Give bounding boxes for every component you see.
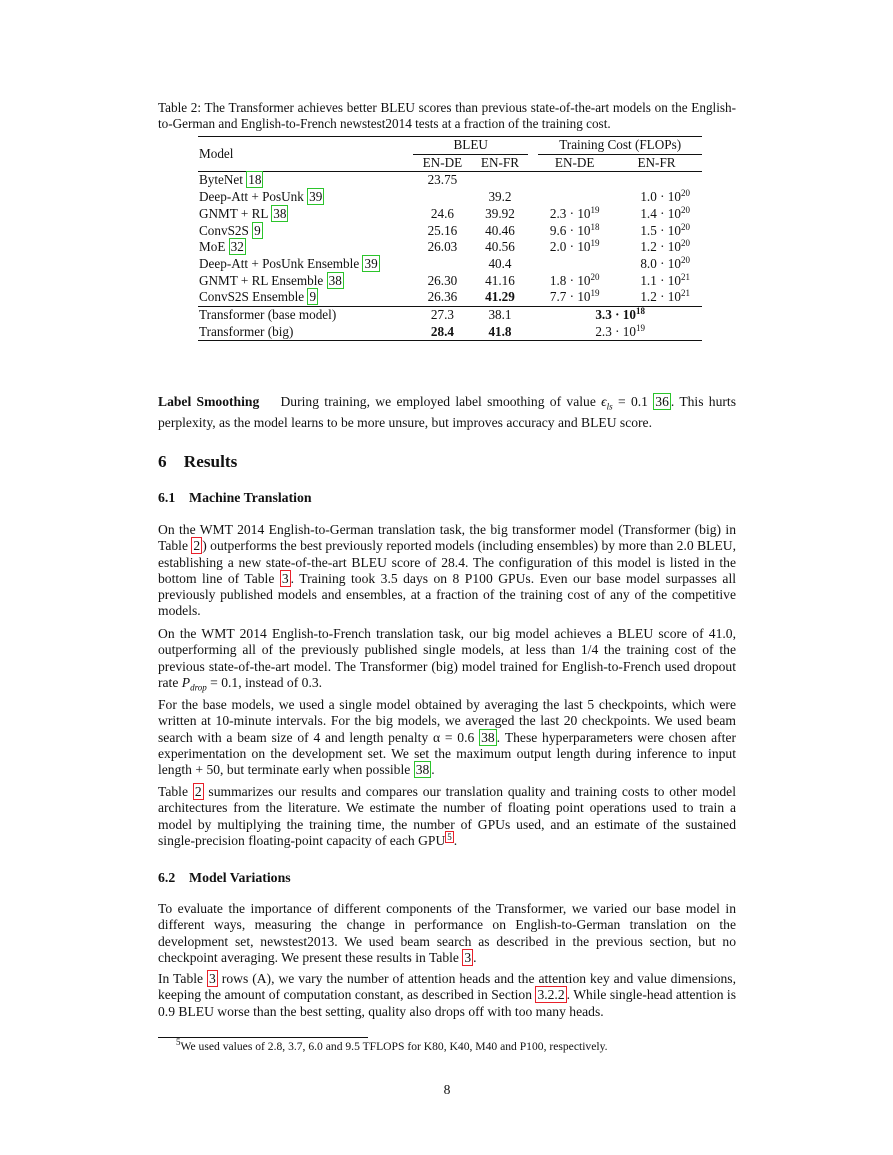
citation-link[interactable]: 38 <box>481 729 495 745</box>
table-ref-link[interactable]: 3 <box>281 570 289 586</box>
cell-model: GNMT + RL Ensemble 38 <box>199 272 342 288</box>
p3-text-a: For the base models, we used a single model obtained by averaging the last 5 checkpoints, which were written at 10-minute intervals. For the big models, we averaged the last 20 checkpoints. We used beam search with a beam size of 4 and length penalty α = 0.6 <box>158 697 736 745</box>
p6-text-a: In Table <box>158 971 208 986</box>
cell-cost-en-fr <box>611 172 702 189</box>
cell-bleu-en-fr: 41.16 <box>485 272 515 288</box>
cell-cost-en-fr: $1.4 \cdot 10^{20}$ <box>640 204 690 221</box>
p1-text-a: On the WMT 2014 English-to-German translation task, the big transformer model (Transformer (big) in Table <box>158 522 736 554</box>
subsection-6-1-heading <box>158 490 736 506</box>
citation-link[interactable]: 39 <box>309 189 323 205</box>
paragraph-1 <box>158 522 736 620</box>
subsection-title: Machine Translation <box>189 490 312 505</box>
section-title: Results <box>183 452 238 471</box>
cell-bleu-en-de <box>413 256 472 273</box>
cell-bleu-en-de: 24.6 <box>430 205 454 221</box>
label-smoothing-text-b: . This hurts perplexity, as the model learns to be more unsure, but improves accuracy and BLEU score. <box>158 394 736 431</box>
cell-bleu-en-de <box>413 189 472 206</box>
results-table <box>198 136 702 341</box>
table-row <box>198 223 702 240</box>
header-bleu-en-de: EN-DE <box>422 154 463 170</box>
paragraph-2 <box>158 626 736 696</box>
cell-cost-en-fr: $1.1 \cdot 10^{21}$ <box>640 271 690 288</box>
cell-bleu-en-de: 26.30 <box>427 272 458 288</box>
cell-cost-en-fr: $1.0 \cdot 10^{20}$ <box>640 188 690 205</box>
p6-text-b: rows (A), we vary the number of attention heads and the attention key and value dimensions, keeping the amount of computation constant, as described in Section <box>158 971 736 1003</box>
p4-text-b: summarizes our results and compares our translation quality and training costs to other model architectures from the literature. We estimate the number of floating point operations used to train a model by multiplying the training time, the number of GPUs used, and an estimate of the sustained single-precision floating-point capacity of each GPU <box>158 784 736 848</box>
table-ref-link[interactable]: 3 <box>209 971 216 986</box>
table-ref-link[interactable]: 3 <box>464 949 472 965</box>
cell-bleu-en-de: 23.75 <box>413 172 472 189</box>
table-ref-link[interactable]: 2 <box>193 538 201 554</box>
cell-bleu-en-de: 26.03 <box>427 239 458 255</box>
cell-bleu-en-fr: 41.29 <box>485 289 515 305</box>
footnote-link[interactable]: 5 <box>447 831 452 842</box>
cell-model: Deep-Att + PosUnk 39 <box>199 189 323 205</box>
p3-text-b: . These hyperparameters were chosen after experimentation on the development set. We set the maximum output length during inference to input length + 50, but terminate early when possible <box>158 729 737 778</box>
citation-link[interactable]: 9 <box>309 289 317 305</box>
header-bleu: BLEU <box>413 137 528 155</box>
citation-link[interactable]: 38 <box>328 272 342 288</box>
subsection-6-2-heading <box>158 870 736 886</box>
cell-bleu-en-de: 26.36 <box>427 289 458 305</box>
header-cost-en-de: EN-DE <box>554 154 595 170</box>
citation-link[interactable]: 39 <box>364 255 378 271</box>
p3-text-c: . <box>431 762 435 778</box>
citation-link[interactable]: 18 <box>248 172 262 188</box>
cell-cost-en-fr: $8.0 \cdot 10^{20}$ <box>640 254 690 271</box>
cell-bleu-en-de: 27.3 <box>413 307 472 324</box>
cell-bleu-en-de: 28.4 <box>413 324 472 341</box>
cell-cost-en-de: $9.6 \cdot 10^{18}$ <box>549 221 600 238</box>
citation-link[interactable]: 36 <box>655 394 669 409</box>
citation-link[interactable]: 38 <box>415 762 430 778</box>
label-smoothing-paragraph <box>158 394 736 431</box>
header-cost-en-fr: EN-FR <box>637 154 676 170</box>
paragraph-6 <box>158 971 736 1020</box>
section-ref-link[interactable]: 3.2.2 <box>537 987 565 1003</box>
section-6-heading <box>158 452 736 472</box>
p5-text-a: To evaluate the importance of different components of the Transformer, we varied our base model in different ways, measuring the change in performance on English-to-German translation on the development set, newstest2013. We used beam search as described in the previous section, but no checkpoint averaging. We present these results in Table <box>158 901 736 965</box>
table-row <box>198 256 702 273</box>
dropout-value: $P_{drop} = 0.1$ <box>181 674 239 693</box>
paragraph-4 <box>158 784 736 849</box>
subsection-title: Model Variations <box>189 870 291 885</box>
cell-model: ByteNet 18 <box>198 172 413 189</box>
p1-text-b: ) outperforms the best previously reported models (including ensembles) by more than 2.0 BLEU, establishing a new state-of-the-art BLEU score of 28.4. The configuration of this model is listed in the bottom line of Table <box>158 538 736 586</box>
cell-cost-en-de: $1.8 \cdot 10^{20}$ <box>549 271 600 288</box>
cell-cost-en-fr: $1.5 \cdot 10^{20}$ <box>640 221 690 238</box>
cell-cost-en-de <box>538 172 611 189</box>
cell-bleu-en-fr: 40.56 <box>485 239 515 255</box>
cell-model: ConvS2S 9 <box>199 222 261 238</box>
paragraph-3 <box>158 697 736 778</box>
p2-text-b: , instead of 0.3. <box>238 674 323 690</box>
table-row <box>198 273 702 290</box>
table-row <box>198 239 702 256</box>
header-model: Model <box>198 137 413 172</box>
table-row <box>198 172 702 189</box>
cell-model: MoE 32 <box>199 239 244 255</box>
table-row <box>198 206 702 223</box>
header-cost: Training Cost (FLOPs) <box>538 137 702 155</box>
cell-bleu-en-de: 25.16 <box>427 222 458 238</box>
cell-bleu-en-fr: 39.2 <box>488 189 512 205</box>
label-smoothing-title: Label Smoothing <box>158 394 260 409</box>
table-row <box>198 324 702 341</box>
label-smoothing-text-a: During training, we employed label smoothing of value <box>280 394 602 409</box>
section-number: 6 <box>158 452 167 471</box>
label-smoothing-value: $\epsilon_{ls} = 0.1$ <box>601 394 648 412</box>
citation-link[interactable]: 38 <box>273 205 287 221</box>
footnote-divider <box>158 1037 368 1038</box>
table-row <box>198 307 702 324</box>
footnote-mark: 5 <box>176 1037 181 1047</box>
cell-cost-both: $2.3 \cdot 10^{19}$ <box>538 324 702 341</box>
cell-cost-en-de: $2.3 \cdot 10^{19}$ <box>549 204 600 221</box>
header-bleu-en-fr: EN-FR <box>480 154 520 170</box>
p5-text-b: . <box>473 949 477 965</box>
table-header-row-1 <box>198 137 702 155</box>
cell-cost-en-fr: $1.2 \cdot 10^{20}$ <box>640 238 690 255</box>
citation-link[interactable]: 32 <box>230 239 244 255</box>
table-row <box>198 189 702 206</box>
table-caption: Table 2: The Transformer achieves better BLEU scores than previous state-of-the-art models on the English-to-German and English-to-French newstest2014 tests at a fraction of the training cost. <box>158 100 736 131</box>
table-ref-link[interactable]: 2 <box>194 784 202 799</box>
cell-model: Deep-Att + PosUnk Ensemble 39 <box>199 255 378 271</box>
cell-bleu-en-fr: 40.4 <box>488 255 512 271</box>
footnote <box>176 1037 608 1054</box>
table-row <box>198 289 702 306</box>
cell-cost-en-fr: $1.2 \cdot 10^{21}$ <box>640 288 690 305</box>
p4-text-a: Table <box>158 784 193 799</box>
page-number: 8 <box>443 1082 451 1097</box>
cell-bleu-en-fr: 38.1 <box>472 307 529 324</box>
cell-cost-en-de: $2.0 \cdot 10^{19}$ <box>549 238 600 255</box>
cell-bleu-en-fr: 41.8 <box>472 324 529 341</box>
cell-bleu-en-fr: 39.92 <box>485 205 515 221</box>
cell-bleu-en-fr <box>472 172 529 189</box>
cell-bleu-en-fr: 40.46 <box>485 222 515 238</box>
cell-model: ConvS2S Ensemble 9 <box>199 289 317 305</box>
cell-cost-both: $3.3 \cdot 10^{18}$ <box>538 307 702 324</box>
cell-model: Transformer (big) <box>198 324 413 341</box>
p1-text-c: . Training took 3.5 days on 8 P100 GPUs. Even our base model surpasses all previously published models and ensembles, at a fraction of the training cost of any of the competitive models. <box>158 570 736 619</box>
p6-text-c: . While single-head attention is 0.9 BLEU worse than the best setting, quality also drops off with too many heads. <box>158 987 736 1019</box>
citation-link[interactable]: 9 <box>254 222 261 238</box>
footnote-text: We used values of 2.8, 3.7, 6.0 and 9.5 TFLOPS for K80, K40, M40 and P100, respectively. <box>180 1040 608 1053</box>
subsection-number: 6.1 <box>158 490 176 505</box>
cell-model: GNMT + RL 38 <box>199 205 287 221</box>
cell-cost-en-de <box>538 189 611 206</box>
p2-text-a: On the WMT 2014 English-to-French translation task, our big model achieves a BLEU score of 41.0, outperforming all of the previously published single models, at less than 1/4 the training cost of the previous state-of-the-art model. The Transformer (big) model trained for English-to-French used dropout rate <box>158 626 736 690</box>
p4-text-c: . <box>453 832 458 848</box>
paragraph-5 <box>158 901 736 966</box>
paper-page <box>158 100 737 1097</box>
cell-cost-en-de: $7.7 \cdot 10^{19}$ <box>549 288 600 305</box>
cell-model: Transformer (base model) <box>198 307 413 324</box>
subsection-number: 6.2 <box>158 870 176 885</box>
cell-cost-en-de <box>538 256 611 273</box>
